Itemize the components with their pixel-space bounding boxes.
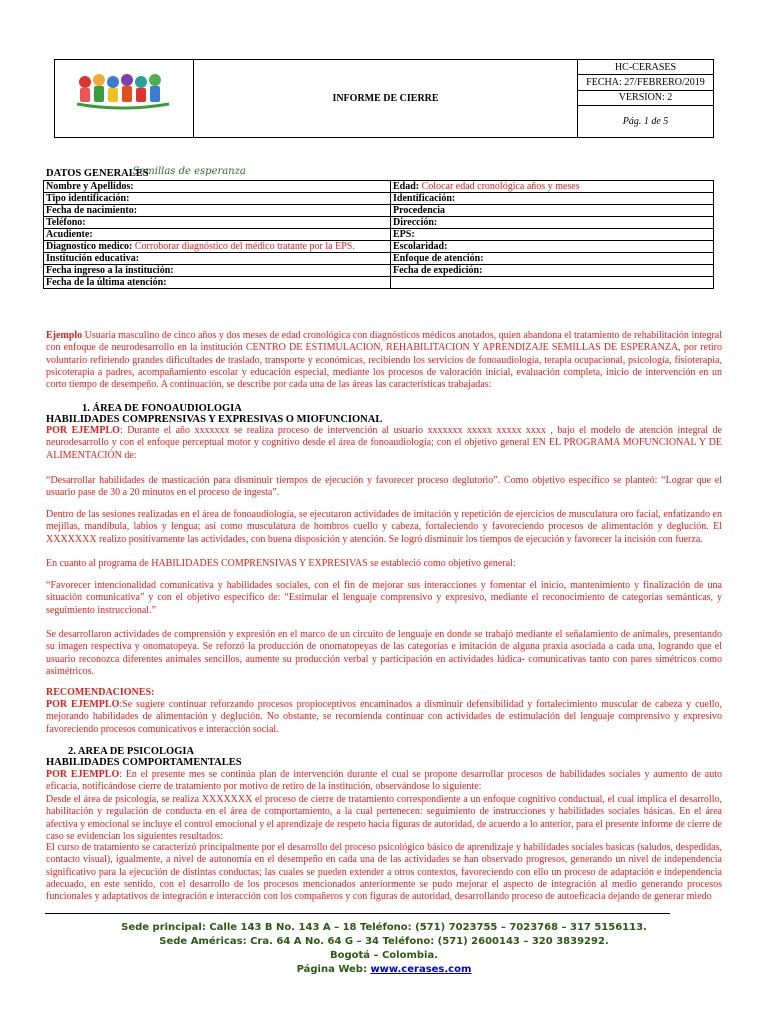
footer-web-label: Página Web:	[296, 964, 371, 975]
recomendaciones-paragraph	[46, 699, 722, 736]
section-1-p4: En cuanto al programa de HABILIDADES COMPRENSIVAS Y EXPRESIVAS se estableció como objetivo general:	[46, 558, 516, 569]
diagnostico-note: Corroborar diagnóstico del médico tratante por la EPS.	[134, 241, 355, 252]
datos-generales-title: DATOS GENERALES	[46, 168, 149, 179]
datos-field-right	[391, 229, 714, 241]
section-1-p1	[46, 425, 722, 462]
footer-divider	[45, 913, 670, 914]
datos-row	[44, 241, 714, 253]
datos-field-label: Acudiente:	[46, 229, 93, 240]
section-2-p1	[46, 769, 722, 794]
datos-field-right	[391, 277, 714, 289]
edad-note: Colocar edad cronológica años y meses	[421, 181, 580, 192]
s1-p1-text: : Durante el año xxxxxxx se realiza proceso de intervención al usuario xxxxxxx xxxxx xxxxx xxxx , bajo el modelo de atención integral de neurodesarrollo y con el enfoque perceptual motor y cognitivo desde el área de fonoaudiología; con el objetivo general EN EL PROGRAMA MOFUNCIONAL Y DE ALIMENTACIÓN de:	[46, 425, 722, 461]
datos-field-left	[44, 193, 391, 205]
datos-field-label: EPS:	[393, 229, 415, 240]
datos-field-left	[44, 217, 391, 229]
s1-label: POR EJEMPLO	[46, 425, 120, 436]
intro-text: Usuaria masculino de cinco años y dos meses de edad cronológica con diagnósticos médicos anotados, quien abandona el tratamiento de rehabilitación integral con enfoque de neurodesarrollo en la institución CENTRO DE ESTIMULACION, REHABILITACION Y APRENDIZAJE SEMILLAS DE ESPERANZA, por retiro voluntario refiriendo grandes dificultades de traslado, transporte y económicas, recibiendo los servicios de fonoaudiología, terapia ocupacional, psicología, fisioterapia, psicoterapia a padres, acompañamiento escolar y educación especial, mediante los procesos de valoración inicial, evaluación completa, inicio de intervención en un corto tiempo de desempeño. A continuación, se describe por cada una de las áreas las características trabajadas:	[46, 330, 722, 391]
datos-field-label: Fecha ingreso a la institución:	[46, 265, 174, 276]
section-1-p3: Dentro de las sesiones realizadas en el área de fonoaudiología, se ejecutaron actividades de imitación y repetición de ejercicios de musculatura oro facial, enfatizando en mejillas, mandíbula, labios y lengua; así como musculatura de hombros cuello y cabeza, fortaleciendo y favoreciendo procesos de alimentación y deglución. El XXXXXXX realizo positivamente las actividades, con buena disposición y atención. Se logró disminuir los tiempos de ejecución y favorecer la incisión con fuerza.	[46, 509, 722, 545]
section-2-subheading: HABILIDADES COMPORTAMENTALES	[46, 757, 242, 768]
intro-label: Ejemplo	[46, 330, 83, 341]
footer-line-2: Sede Américas: Cra. 64 A No. 64 G – 34 Teléfono: (571) 2600143 – 320 3839292.	[159, 936, 609, 947]
document-version: VERSION: 2	[578, 90, 714, 105]
datos-field-right	[391, 205, 714, 217]
footer-web	[0, 964, 768, 975]
datos-field-left	[44, 265, 391, 277]
datos-field-label: Edad:	[393, 181, 420, 192]
rec-label: POR EJEMPLO	[46, 699, 120, 710]
datos-field-label: Identificación:	[393, 193, 456, 204]
datos-field-right	[391, 253, 714, 265]
website-link[interactable]: www.cerases.com	[370, 964, 472, 975]
datos-field-label: Procedencia	[393, 205, 446, 216]
datos-field-right	[391, 265, 714, 277]
datos-field-label: Dirección:	[393, 217, 438, 228]
datos-row	[44, 277, 714, 289]
section-2-p2: Desde el área de psicología, se realiza XXXXXXX el proceso de cierre de tratamiento correspondiente a un enfoque cognitivo conductual, el cual implica el desarrollo, habilitación y regulación de conducta en el área de comportamiento, a la cual pertenecen: seguimiento de instrucciones y habilidades sociales básicas. En el área afectiva y emocional se incluye el control emocional y el aprendizaje de respeto hacia figuras de autoridad, de acuerdo a lo anterior, para el presente informe de cierre de caso se evidencian los siguientes resultados:	[46, 794, 722, 842]
datos-field-label: Fecha de expedición:	[393, 265, 483, 276]
section-2-p3: El curso de tratamiento se caracterizó principalmente por el desarrollo del proceso psicológico básico de aprendizaje y habilidades sociales basicas (saludos, despedidas, contacto visual), igualmente, a nivel de autonomía en el desempeño en cada una de las actividades se han observado progresos, generando un nivel de independencia significativo para la ejecución de distintas conductas; las cuales se pueden extender a otros contextos, favoreciendo con ello un proceso de adaptación e independencia adecuado, en este sentido, con el desarrollo de los procesos mencionados anteriormente se pudo mejorar el aspecto de integración al medio generando procesos funcionales y adaptativos de integración e interacción con los compañeros y con figuras de autoridad, desarrollando proceso de autoeficacia dejando de generar miedo	[46, 842, 722, 903]
datos-field-right	[391, 181, 714, 193]
datos-field-label: Teléfono:	[46, 217, 86, 228]
datos-field-right	[391, 217, 714, 229]
datos-generales-table	[43, 180, 714, 289]
document-date: FECHA: 27/FEBRERO/2019	[578, 75, 714, 90]
datos-row	[44, 253, 714, 265]
datos-field-left	[44, 205, 391, 217]
intro-paragraph	[46, 330, 722, 391]
section-2-heading: 2. AREA DE PSICOLOGIA	[68, 746, 195, 757]
datos-row	[44, 181, 714, 193]
footer-line-3: Bogotá – Colombia.	[329, 950, 439, 961]
datos-field-left	[44, 229, 391, 241]
datos-field-label: Diagnostico medico:	[46, 241, 133, 252]
section-1-p6: Se desarrollaron actividades de comprensión y expresión en el marco de un circuito de lenguaje en donde se trabajó mediante el señalamiento de animales, presentando su imagen respectiva y onomatopeya. Se reforzó la producción de onomatopeyas de las categorías e imitación de alguna praxia asociada a cada una, logrando que el usuario reconozca diferentes animales sencillos, aumente su producción verbal y participación en actividades lúdica- comunicativas tanto con pares simétricos como asimétricos.	[46, 629, 722, 677]
datos-field-left	[44, 277, 391, 289]
rec-text: :Se sugiere continuar reforzando procesos propioceptivos encaminados a disminuir defensibilidad y fortalecimiento muscular de cabeza y cuello, mejorando habilidades de alimentación y deglución. No obstante, se recomienda continuar con actividades de estimulación del lenguaje comprensivo y expresivo favoreciendo procesos comunicativos e interacción social.	[46, 699, 722, 735]
section-1-heading: 1. ÁREA DE FONOAUDIOLOGIA	[82, 403, 242, 414]
datos-row	[44, 205, 714, 217]
datos-row	[44, 229, 714, 241]
datos-field-left	[44, 253, 391, 265]
footer-line-1: Sede principal: Calle 143 B No. 143 A – 18 Teléfono: (571) 7023755 – 7023768 – 317 5156113.	[121, 922, 647, 933]
document-code: HC-CERASES	[578, 60, 714, 75]
datos-field-label: Fecha de la última atención:	[46, 277, 167, 288]
datos-row	[44, 217, 714, 229]
datos-field-label: Fecha de nacimiento:	[46, 205, 138, 216]
datos-field-right	[391, 193, 714, 205]
logo-image	[55, 60, 193, 134]
datos-field-left	[44, 241, 391, 253]
datos-row	[44, 193, 714, 205]
datos-field-label: Tipo identificación:	[46, 193, 130, 204]
s2-p1-text: : En el presente mes se continúa plan de intervención durante el cual se propone desarrollar procesos de habilidades sociales y aumento de auto eficacia, notificándose cierre de tratamiento por motivo de retiro de la institución, observándose lo siguiente:	[46, 769, 722, 793]
datos-field-label: Escolaridad:	[393, 241, 448, 252]
s2-label: POR EJEMPLO	[46, 769, 120, 780]
document-title: INFORME DE CIERRE	[194, 60, 578, 138]
section-1-p2: “Desarrollar habilidades de masticación para disminuir tiempos de ejecución y favorecer proceso deglutorio”. Como objetivo específico se planteó: “Lograr que el usuario pase de 30 a 20 minutos en el proceso de ingesta”.	[46, 475, 722, 499]
datos-field-left	[44, 181, 391, 193]
recomendaciones-heading: RECOMENDACIONES:	[46, 687, 155, 698]
datos-field-label: Nombre y Apellidos:	[46, 181, 134, 192]
page-number: Pág. 1 de 5	[578, 106, 714, 138]
logo-text: Semillas de esperanza	[132, 165, 246, 177]
datos-field-right	[391, 241, 714, 253]
datos-field-label: Institución educativa:	[46, 253, 140, 264]
section-1-subheading: HABILIDADES COMPRENSIVAS Y EXPRESIVAS O MIOFUNCIONAL	[46, 414, 383, 425]
datos-row	[44, 265, 714, 277]
section-1-p5: “Favorecer intencionalidad comunicativa y habilidades sociales, con el fin de mejorar sus interacciones y fomentar el inicio, mantenimiento y finalización de una situación comunicativa” y con el objetivo específico de: “Estimular el lenguaje comprensivo y expresivo, mediante el reconocimiento de categorías semánticas, y seguimiento instruccional.”	[46, 580, 722, 616]
datos-field-label: Enfoque de atención:	[393, 253, 484, 264]
